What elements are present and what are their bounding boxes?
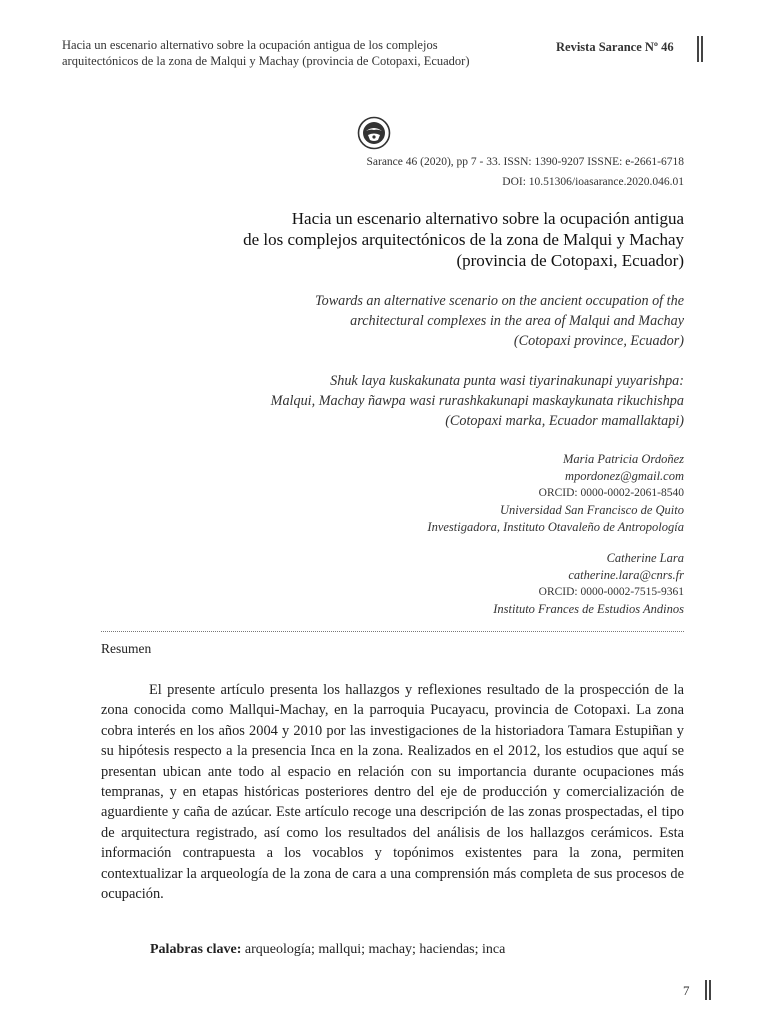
journal-logo-icon [357,116,391,150]
author-name: Catherine Lara [606,551,684,565]
author-name: Maria Patricia Ordoñez [562,452,684,466]
title-line: (Cotopaxi province, Ecuador) [513,333,684,349]
journal-name: Revista Sarance Nº 46 [556,40,674,54]
doi-line: DOI: 10.51306/ioasarance.2020.046.01 [502,176,684,188]
title-line: Towards an alternative scenario on the ancient occupation of the [315,293,684,309]
footer-double-bar [705,980,711,1000]
citation-block [264,152,684,192]
dotted-divider [101,631,684,632]
title-line: de los complejos arquitectónicos de la zona de Malqui y Machay [243,230,684,249]
title-kichwa [124,371,684,431]
citation-line: Sarance 46 (2020), pp 7 - 33. ISSN: 1390-9207 ISSNE: e-2661-6718 [366,156,684,168]
abstract-heading: Resumen [101,641,152,656]
author-block [264,550,684,618]
keywords-label: Palabras clave: [150,942,242,957]
author-orcid: ORCID: 0000-0002-7515-9361 [538,586,684,598]
title-spanish [124,208,684,271]
author-affiliation: Universidad San Francisco de Quito [499,503,684,517]
author-affiliation: Investigadora, Instituto Otavaleño de Antropología [427,520,684,534]
header-double-bar [697,36,703,62]
title-english [124,291,684,351]
author-email: catherine.lara@cnrs.fr [568,568,684,582]
keywords-list: arqueología; mallqui; machay; haciendas; inca [244,942,506,957]
title-line: Shuk laya kuskakunata punta wasi tiyarinakunapi yuyarishpa: [330,373,684,389]
running-head-line: arquitectónicos de la zona de Malqui y Machay (provincia de Cotopaxi, Ecuador) [62,54,470,68]
page-number: 7 [683,983,690,998]
author-affiliation: Instituto Frances de Estudios Andinos [493,602,684,616]
title-line: (Cotopaxi marka, Ecuador mamallaktapi) [445,413,684,429]
author-orcid: ORCID: 0000-0002-2061-8540 [538,487,684,499]
author-email: mpordonez@gmail.com [564,469,684,483]
keywords [150,942,505,958]
running-head-line: Hacia un escenario alternativo sobre la ocupación antigua de los complejos [62,38,438,52]
title-line: architectural complexes in the area of Malqui and Machay [350,313,684,329]
author-block [264,451,684,536]
title-line: Malqui, Machay ñawpa wasi rurashkakunapi maskaykunata rikuchishpa [270,393,684,409]
running-head [62,37,502,69]
abstract-text: El presente artículo presenta los hallazgos y reflexiones resultado de la prospección de la zona conocida como Mallqui-Machay, en la parroquia Pucayacu, provincia de Cotopaxi. La zona cobra interés en los años 2004 y 2010 por las investigaciones de la historiadora Tamara Estupiñan y su hipótesis respecto a la presencia Inca en la zona. Realizados en el 2012, los estudios que aquí se presentan ubican ante todo al espacio en relación con su importancia durante ocupaciones más tempranas, y en etapas históricas posteriores dentro del eje de producción y comercialización de aguardiente y caña de azúcar. Este artículo recoge una descripción de las zonas prospectadas, el tipo de arquitectura registrado, así como los resultados del análisis de los hallazgos cerámicos. Esta información contrapuesta a los vocablos y topónimos existentes para la zona, permiten contextualizar la arqueología de la zona de cara a una comprensión más completa de sus procesos de ocupación. [101,682,684,903]
title-line: (provincia de Cotopaxi, Ecuador) [456,251,684,270]
title-line: Hacia un escenario alternativo sobre la ocupación antigua [291,209,684,228]
